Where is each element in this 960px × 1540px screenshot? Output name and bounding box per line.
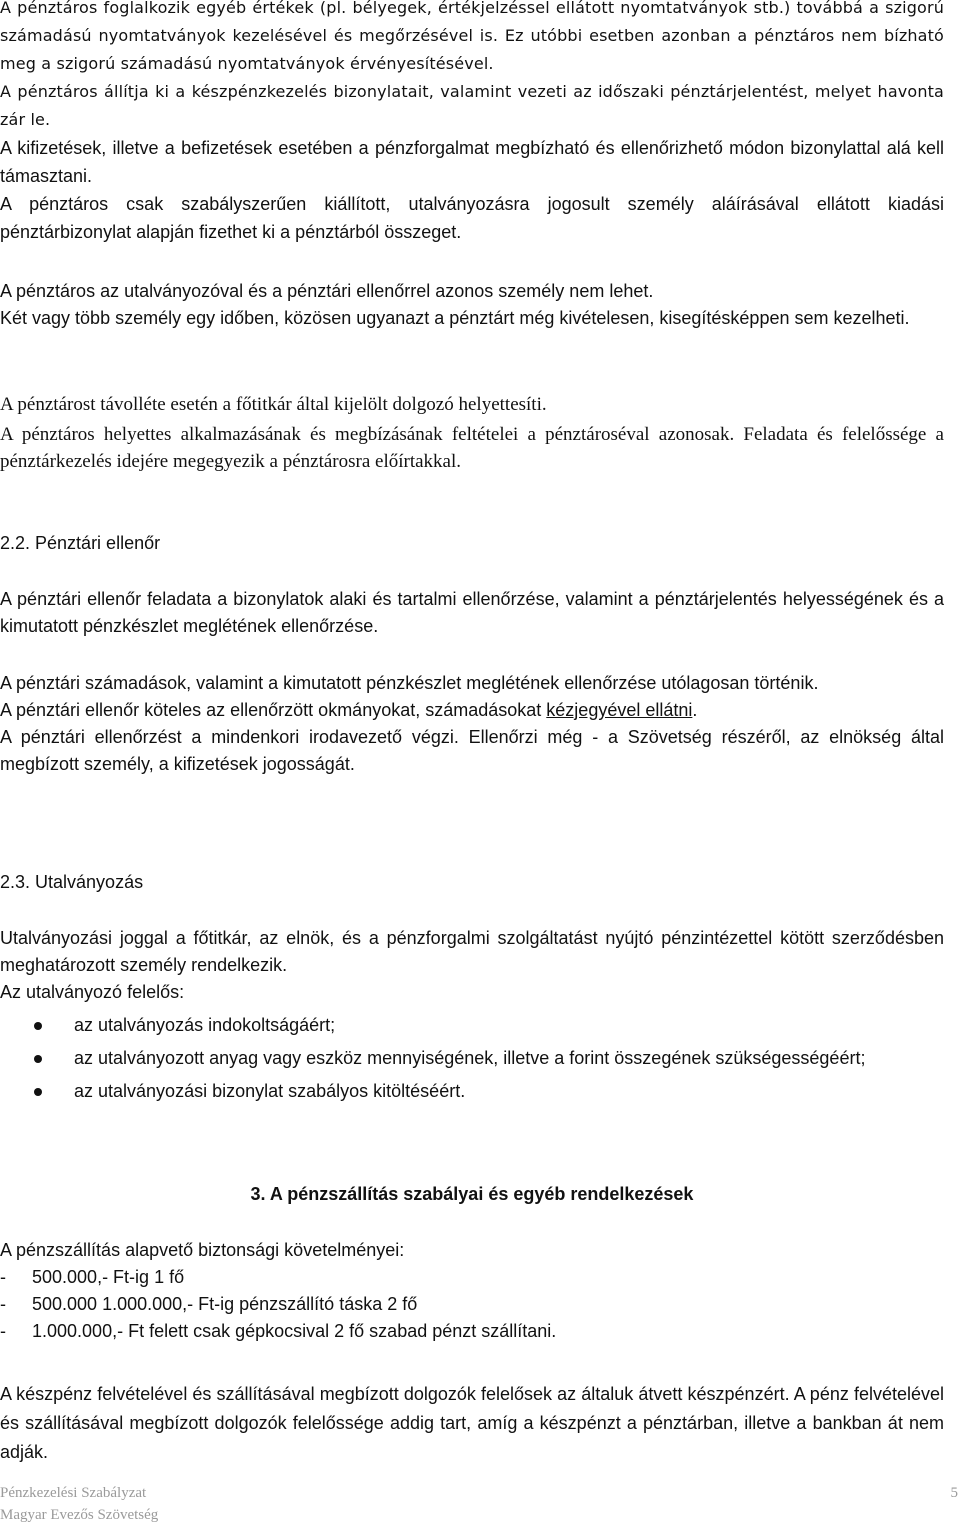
dash-item-text: 1.000.000,- Ft felett csak gépkocsival 2 fő szabad pénzt szállítani. <box>32 1321 557 1341</box>
footer-organization: Magyar Evezős Szövetség <box>0 1507 159 1523</box>
paragraph: A pénztáros foglalkozik egyéb értékek (pl. bélyegek, értékjelzéssel ellátott nyomtatványok stb.) továbbá a szigorú számadású nyomtatványok kezelésével és megőrzésével is. Ez utóbbi esetben azonban a pénztáros nem bízható meg a szigorú számadású nyomtatványok érvényesítésével. <box>0 0 944 73</box>
list-item-text: az utalványozási bizonylat szabályos kitöltéséért. <box>74 1081 466 1101</box>
section-2-2b <box>0 670 944 778</box>
paragraph: A készpénz felvételével és szállításával megbízott dolgozók felelősek az általuk átvett készpénzért. A pénz felvételével és szállításával megbízott dolgozók felelőssége addig tart, amíg a készpénzt a pénztárban, illetve a bankban át nem adják. <box>0 1384 944 1462</box>
paragraph: A pénztáros csak szabályszerűen kiállított, utalványozásra jogosult személy aláírásával ellátott kiadási pénztárbizonylat alapján fizethet ki a pénztárból összeget. <box>0 194 944 242</box>
section-1 <box>0 0 944 246</box>
dash-item <box>0 1291 944 1318</box>
paragraph <box>0 697 944 724</box>
bullet-list <box>0 1012 944 1105</box>
section-1b <box>0 278 944 332</box>
list-item <box>0 1045 944 1072</box>
paragraph: Az utalványozó felelős: <box>0 982 185 1002</box>
section-3 <box>0 1237 944 1345</box>
paragraph-text: . <box>692 700 698 720</box>
paragraph: Két vagy több személy egy időben, közösen ugyanazt a pénztárt még kivételesen, kisegítésképpen sem kezelheti. <box>0 308 910 328</box>
bullet-icon <box>34 1088 42 1096</box>
section-heading: 3. A pénzszállítás szabályai és egyéb rendelkezések <box>250 1184 694 1204</box>
paragraph: A pénztáros helyettes alkalmazásának és megbízásának feltételei a pénztároséval azonosak. Feladata és felelőssége a pénztárkezelés idejére megegyezik a pénztárosra előírtakkal. <box>0 424 944 472</box>
section-heading: 2.2. Pénztári ellenőr <box>0 533 161 553</box>
underlined-text: kézjegyével ellátni <box>546 700 693 720</box>
list-item <box>0 1078 944 1105</box>
section-2-2 <box>0 586 944 640</box>
section-3b <box>0 1380 944 1467</box>
page-footer <box>0 1482 960 1526</box>
paragraph: A pénztári ellenőrzést a mindenkori irodavezető végzi. Ellenőrzi még - a Szövetség részéről, az elnökség által megbízott személy, a kifizetések jogosságát. <box>0 727 944 774</box>
paragraph: Utalványozási joggal a főtitkár, az elnök, és a pénzforgalmi szolgáltatást nyújtó pénzintézettel kötött szerződésben meghatározott személy rendelkezik. <box>0 928 944 975</box>
paragraph-text: A pénztári ellenőr köteles az ellenőrzött okmányokat, számadásokat <box>0 700 547 720</box>
page-number: 5 <box>950 1485 958 1501</box>
paragraph: A pénztári ellenőr feladata a bizonylatok alaki és tartalmi ellenőrzése, valamint a pénztárjelentés helyességének és a kimutatott pénzkészlet meglétének ellenőrzése. <box>0 589 944 636</box>
dash-symbol: - <box>0 1267 6 1287</box>
footer-title: Pénzkezelési Szabályzat <box>0 1485 147 1501</box>
section-1c <box>0 391 944 475</box>
dash-symbol: - <box>0 1294 6 1314</box>
dash-symbol: - <box>0 1321 6 1341</box>
dash-item-text: 500.000,- Ft-ig 1 fő <box>32 1267 185 1287</box>
dash-item-text: 500.000 1.000.000,- Ft-ig pénzszállító táska 2 fő <box>32 1294 418 1314</box>
list-item <box>0 1012 944 1039</box>
paragraph: A pénztári számadások, valamint a kimutatott pénzkészlet meglétének ellenőrzése utólagosan történik. <box>0 673 819 693</box>
list-item-text: az utalványozott anyag vagy eszköz mennyiségének, illetve a forint összegének szükségességéért; <box>74 1048 866 1068</box>
paragraph: A pénztáros állítja ki a készpénzkezelés bizonylatait, valamint vezeti az időszaki pénztárjelentést, melyet havonta zár le. <box>0 82 944 129</box>
paragraph: A kifizetések, illetve a befizetések esetében a pénzforgalmat megbízható és ellenőrizhető módon bizonylattal alá kell támasztani. <box>0 138 944 186</box>
section-heading: 2.3. Utalványozás <box>0 872 144 892</box>
bullet-icon <box>34 1022 42 1030</box>
paragraph: A pénzszállítás alapvető biztonsági követelményei: <box>0 1240 405 1260</box>
dash-item <box>0 1318 944 1345</box>
paragraph: A pénztáros az utalványozóval és a pénztári ellenőrrel azonos személy nem lehet. <box>0 281 654 301</box>
list-item-text: az utalványozás indokoltságáért; <box>74 1015 336 1035</box>
dash-item <box>0 1264 944 1291</box>
paragraph: A pénztárost távolléte esetén a főtitkár által kijelölt dolgozó helyettesíti. <box>0 394 547 415</box>
section-2-3 <box>0 925 944 1111</box>
bullet-icon <box>34 1055 42 1063</box>
